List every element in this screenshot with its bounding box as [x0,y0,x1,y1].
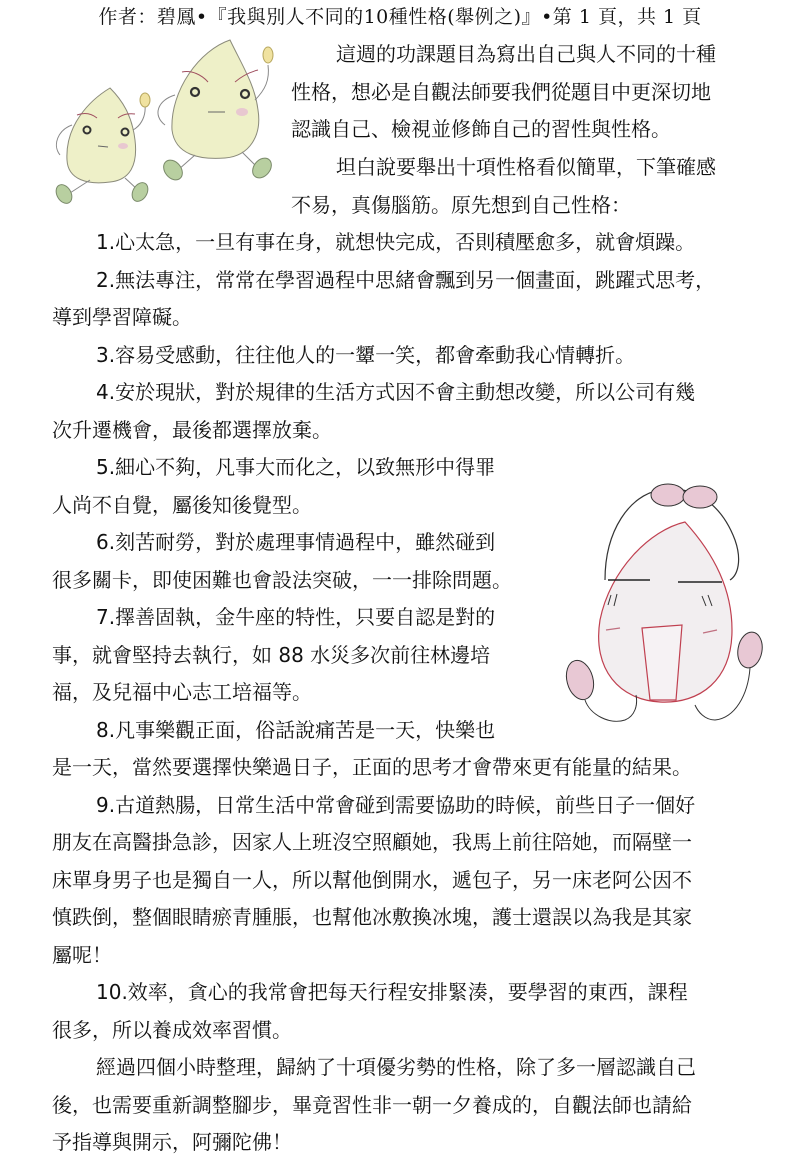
text-line: 人尚不自覺，屬後知後覺型。 [52,493,312,517]
text-line: 後，也需要重新調整腳步，畢竟習性非一朝一夕養成的，自觀法師也請給 [52,1093,692,1117]
text-line: 是一天，當然要選擇快樂過日子，正面的思考才會帶來更有能量的結果。 [52,755,692,779]
text-line: 10.效率，貪心的我常會把每天行程安排緊湊，要學習的東西，課程 [96,980,688,1004]
text-line: 7.擇善固執，金牛座的特性，只要自認是對的 [96,605,496,629]
text-line: 認識自己、檢視並修飾自己的習性與性格。 [291,117,671,141]
text-line: 4.安於現狀，對於規律的生活方式因不會主動想改變，所以公司有幾 [96,380,696,404]
text-line: 屬呢！ [52,943,112,967]
text-line: 9.古道熱腸，日常生活中常會碰到需要協助的時候，前些日子一個好 [96,793,696,817]
text-line: 予指導與開示，阿彌陀佛！ [52,1130,292,1154]
text-line: 次升遷機會，最後都選擇放棄。 [52,418,332,442]
pink-drop-character-icon [550,470,780,730]
two-green-drop-characters-icon [30,30,290,230]
text-line: 很多，所以養成效率習慣。 [52,1018,292,1042]
text-line: 福，及兒福中心志工培福等。 [52,680,312,704]
text-line: 不易，真傷腦筋。原先想到自己性格： [291,193,631,217]
text-line: 很多關卡，即使困難也會設法突破，一一排除問題。 [52,568,512,592]
text-line: 朋友在高醫掛急診，因家人上班沒空照顧她，我馬上前往陪她，而隔壁一 [52,830,692,854]
page-header: 作者：碧鳳•『我與別人不同的10種性格(舉例之)』•第 1 頁，共 1 頁 [98,6,702,28]
text-line: 導到學習障礙。 [52,305,192,329]
text-line: 這週的功課題目為寫出自己與人不同的十種 [336,42,716,66]
text-line: 床單身男子也是獨自一人，所以幫他倒開水，遞包子，另一床老阿公因不 [52,868,692,892]
text-line: 8.凡事樂觀正面，俗話說痛苦是一天，快樂也 [96,718,496,742]
text-line: 1.心太急，一旦有事在身，就想快完成，否則積壓愈多，就會煩躁。 [96,230,696,254]
text-line: 6.刻苦耐勞，對於處理事情過程中，雖然碰到 [96,530,496,554]
text-line: 5.細心不夠，凡事大而化之，以致無形中得罪 [96,455,496,479]
text-line: 慎跌倒，整個眼睛瘀青腫脹，也幫他冰敷換冰塊，護士還誤以為我是其家 [52,905,692,929]
text-line: 2.無法專注，常常在學習過程中思緒會飄到另一個畫面，跳躍式思考， [96,268,716,292]
text-line: 坦白說要舉出十項性格看似簡單，下筆確感 [336,155,716,179]
text-line: 性格，想必是自觀法師要我們從題目中更深切地 [291,80,711,104]
text-line: 3.容易受感動，往往他人的一顰一笑，都會牽動我心情轉折。 [96,343,636,367]
text-line: 經過四個小時整理，歸納了十項優劣勢的性格，除了多一層認識自己 [96,1055,696,1079]
text-line: 事，就會堅持去執行，如 88 水災多次前往林邊培 [52,643,491,667]
